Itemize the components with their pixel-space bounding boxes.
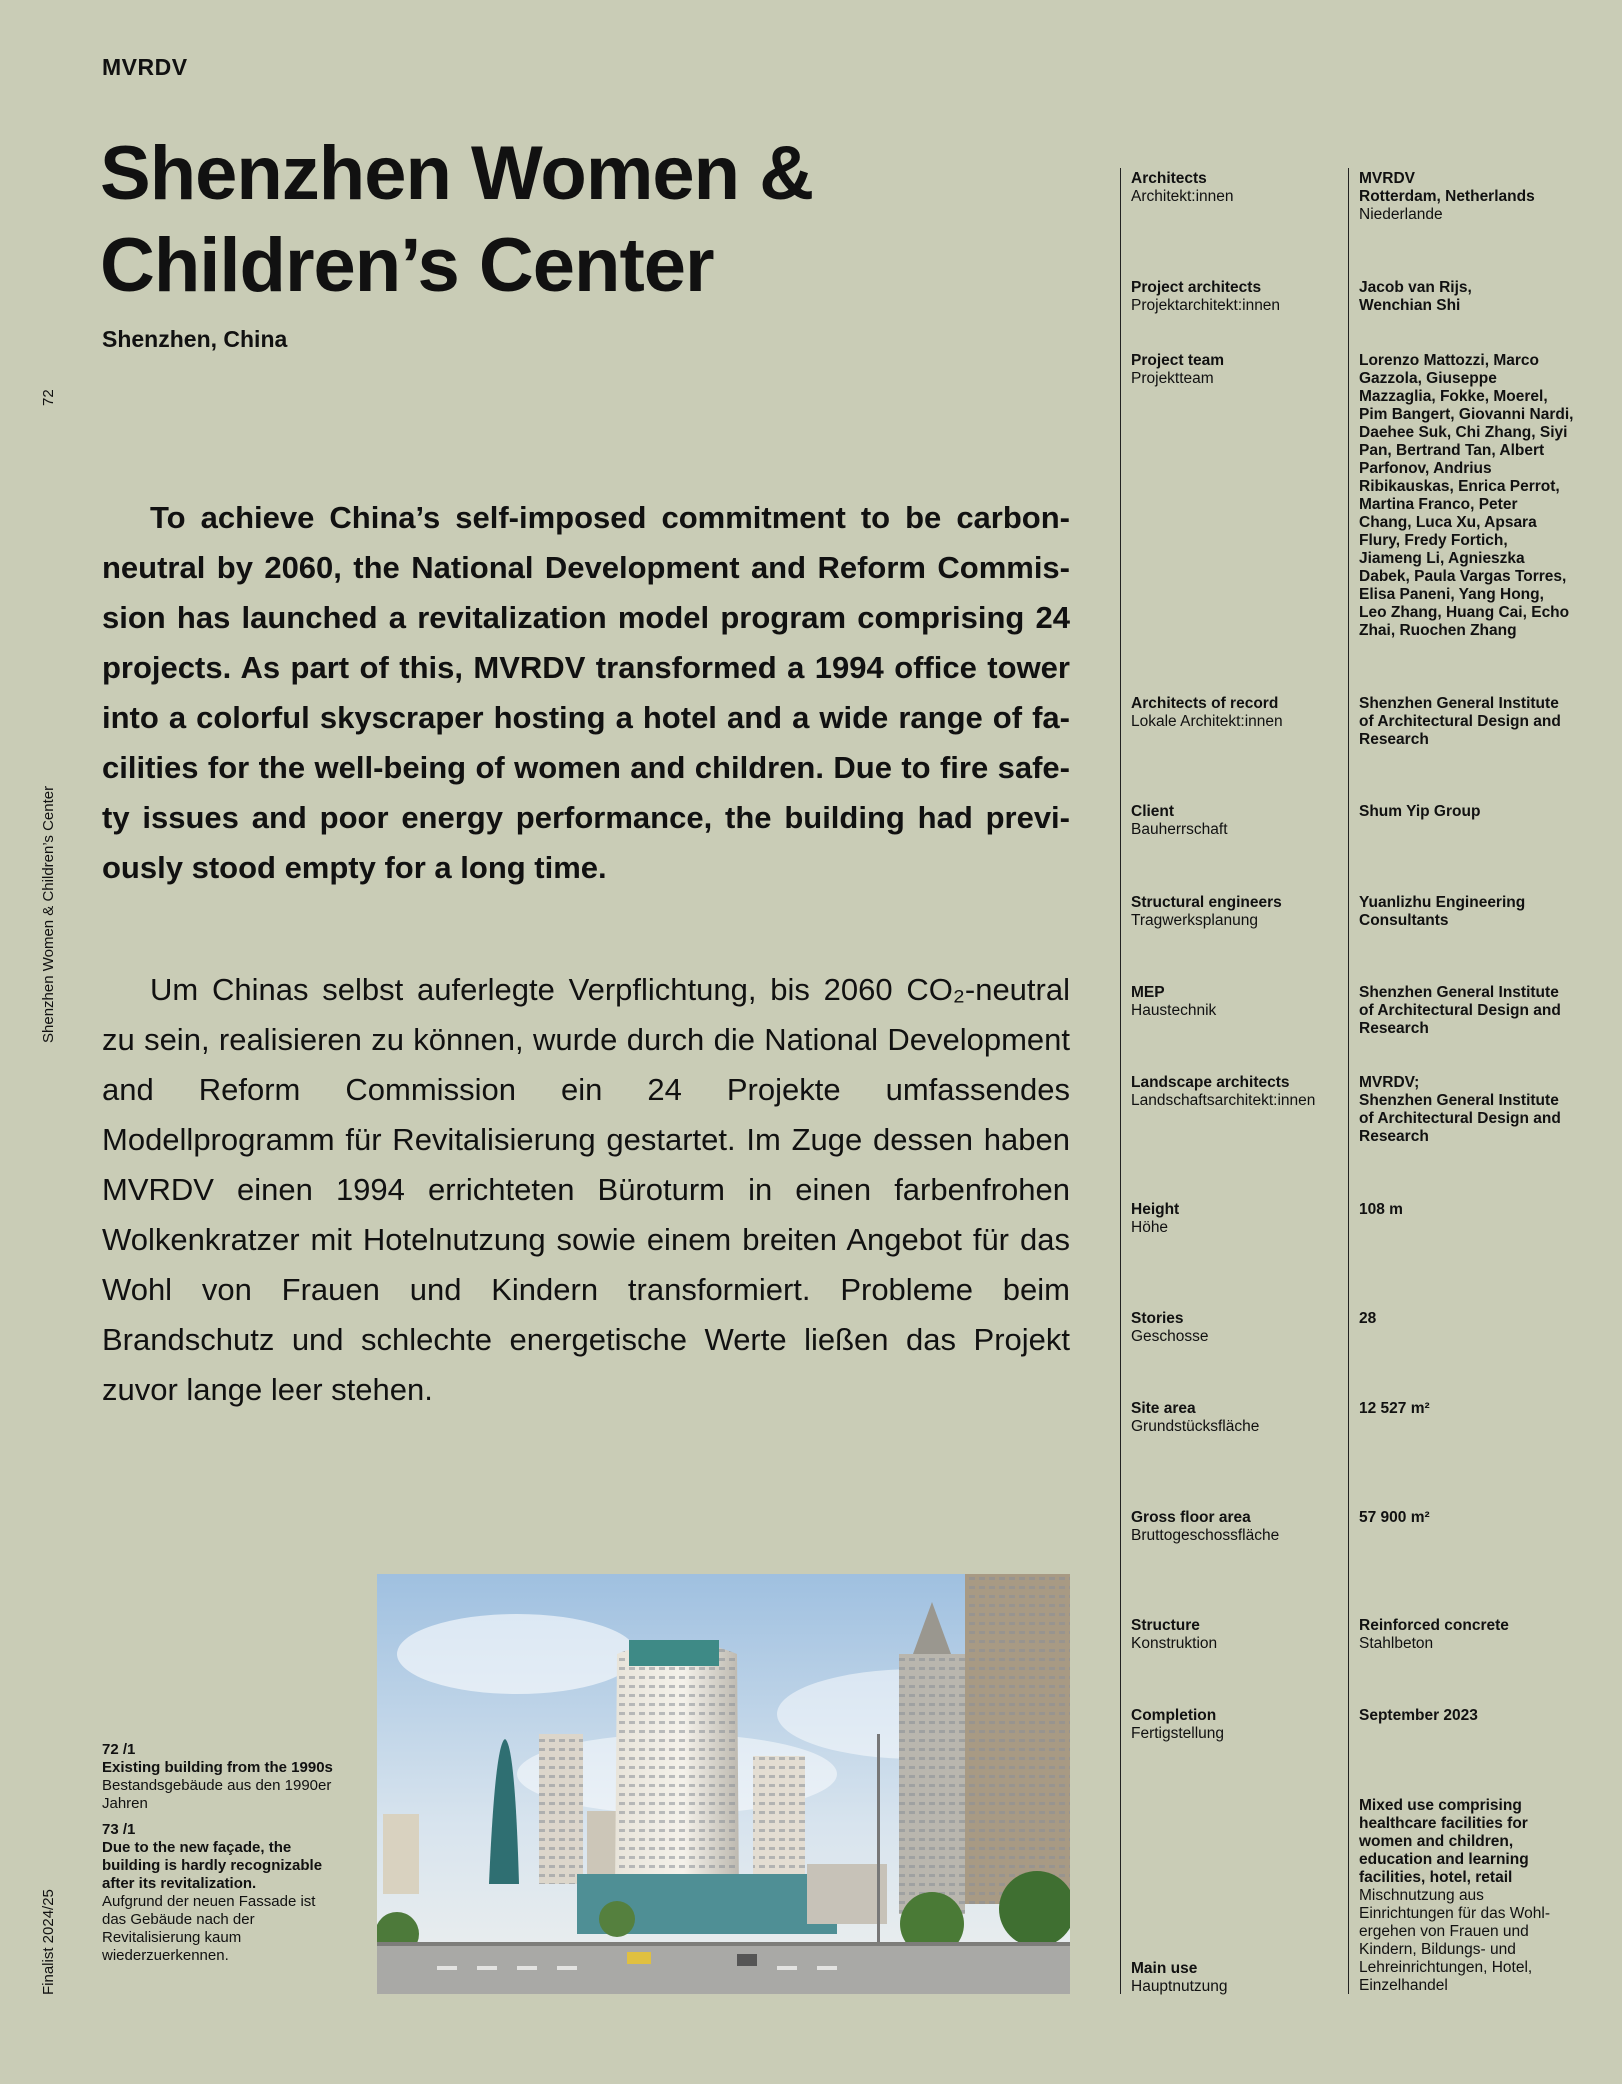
fact-label-en: Structural engineers	[1131, 894, 1282, 911]
column-divider-left	[1120, 168, 1121, 1994]
column-divider-right	[1348, 168, 1349, 1994]
fact-label-en: Structure	[1131, 1617, 1200, 1634]
fact-label-en: Height	[1131, 1201, 1180, 1218]
fact-label-en: Landscape architects	[1131, 1074, 1290, 1091]
fact-label-de: Geschosse	[1131, 1328, 1209, 1345]
fact-value-en: MVRDV Rotterdam, Netherlands	[1359, 170, 1535, 205]
page-number: 72	[40, 389, 57, 406]
title-line-1: Shenzhen Women &	[100, 131, 814, 216]
fact-value-en: Yuanlizhu Engineering Consultants	[1359, 894, 1526, 929]
fact-value-en: Shenzhen General Institute of Architectural Design and Research	[1359, 695, 1561, 748]
fact-label-en: Architects of record	[1131, 695, 1279, 712]
fact-label-de: Projektteam	[1131, 370, 1214, 387]
fact-label-en: Architects	[1131, 170, 1207, 187]
fact-label-en: Project team	[1131, 352, 1225, 369]
page-title	[100, 128, 1100, 312]
image-captions	[102, 1741, 342, 1973]
fact-value-en: Lorenzo Mattozzi, Marco Gazzola, Giuseppe Mazzaglia, Fokke, Moerel, Pim Bangert, Giovanni Nardi, Daehee Suk, Chi Zhang, Siyi Pan, Bertrand Tan, Albert Parfonov, Andrius Ribikauskas, Enrica Perrot, Martina Franco, Peter Chang, Luca Xu, Apsara Flury, Fredy Fortich, Jiameng Li, Agnieszka Dabek, Paula Vargas Torres, Elisa Paneni, Yang Hong, Leo Zhang, Huang Cai, Echo Zhai, Ruochen Zhang	[1359, 352, 1574, 639]
caption-german: Aufgrund der neuen Fassade ist das Gebäude nach der Revitalisierung kaum wiederzuerkennen.	[102, 1893, 316, 1964]
fact-value-en: MVRDV; Shenzhen General Institute of Architectural Design and Research	[1359, 1074, 1561, 1145]
caption-number: 72 /1	[102, 1741, 136, 1758]
fact-value-en: September 2023	[1359, 1707, 1478, 1724]
fact-value-en: Reinforced concrete	[1359, 1617, 1509, 1634]
caption-number: 73 /1	[102, 1821, 136, 1838]
fact-label-de: Tragwerksplanung	[1131, 912, 1258, 929]
intro-text-german: Um Chinas selbst auferlegte Verpflichtung, bis 2060 CO₂-neutral zu sein, realisieren zu können, wurde durch die National Development and Reform Commission ein 24 Projekte umfassendes Modellprogramm für Revitalisierung gestartet. Im Zuge dessen haben MVRDV einen 1994 errichteten Büroturm in einen farbenfrohen Wolkenkratzer mit Hotelnutzung sowie einem breiten Angebot für das Wohl von Frauen und Kindern transformiert. Probleme beim Brandschutz und schlechte energetische Werte ließen das Projekt zuvor lange leer stehen.	[102, 972, 1070, 1407]
fact-label-en: Client	[1131, 803, 1175, 820]
fact-value-en: Jacob van Rijs, Wenchian Shi	[1359, 279, 1472, 314]
fact-label-de: Architekt:innen	[1131, 188, 1234, 205]
fact-label-de: Hauptnutzung	[1131, 1978, 1228, 1995]
fact-label-de: Höhe	[1131, 1219, 1169, 1236]
fact-value-en: 108 m	[1359, 1201, 1403, 1218]
fact-label-de: Bauherrschaft	[1131, 821, 1228, 838]
fact-value-en: Shum Yip Group	[1359, 803, 1481, 820]
studio-name: MVRDV	[102, 54, 188, 80]
fact-value-de: Stahlbeton	[1359, 1635, 1434, 1652]
building-photo	[377, 1574, 1070, 1994]
fact-label-en: Main use	[1131, 1960, 1198, 1977]
fact-value-en: Mixed use comprising healthcare facilities for women and children, education and learning facilities, hotel, retail	[1359, 1797, 1529, 1886]
fact-label-en: Site area	[1131, 1400, 1196, 1417]
fact-label-de: Grundstücksfläche	[1131, 1418, 1260, 1435]
fact-label-en: MEP	[1131, 984, 1165, 1001]
fact-label-de: Projektarchitekt:innen	[1131, 297, 1281, 314]
fact-label-de: Fertigstellung	[1131, 1725, 1225, 1742]
fact-label-en: Completion	[1131, 1707, 1217, 1724]
title-line-2: Children’s Center	[100, 223, 714, 308]
fact-label-de: Bruttogeschossfläche	[1131, 1527, 1280, 1544]
fact-value-en: 12 527 m²	[1359, 1400, 1430, 1417]
fact-value-de: Niederlande	[1359, 206, 1443, 223]
fact-value-en: 28	[1359, 1310, 1377, 1327]
fact-label-de: Lokale Architekt:innen	[1131, 713, 1283, 730]
fact-row-main-use	[1131, 1797, 1571, 1997]
intro-text-english: To achieve China’s self-imposed commitment to be carbon-neutral by 2060, the National Development and Reform Commission has launched a revitalization model program comprising 24 projects. As part of this, MVRDV transformed a 1994 office tower into a colorful skyscraper hosting a hotel and a wide range of facilities for the well-being of women and children. Due to fire safety issues and poor energy performance, the building had previously stood empty for a long time.	[102, 500, 1070, 885]
fact-value-de: Mischnutzung aus Einrichtungen für das Wohlergehen von Frauen und Kindern, Bildungs- und Lehreinrichtungen, Hotel, Einzelhandel	[1359, 1887, 1550, 1994]
fact-label-en: Stories	[1131, 1310, 1184, 1327]
fact-label-de: Konstruktion	[1131, 1635, 1218, 1652]
fact-value-en: Shenzhen General Institute of Architectural Design and Research	[1359, 984, 1561, 1037]
fact-value-en: 57 900 m²	[1359, 1509, 1430, 1526]
caption-english: Existing building from the 1990s	[102, 1759, 333, 1776]
finalist-label: Finalist 2024/25	[40, 1889, 57, 1995]
running-title: Shenzhen Women & Children’s Center	[40, 785, 57, 1043]
fact-label-en: Project architects	[1131, 279, 1262, 296]
caption-2	[102, 1821, 342, 1965]
fact-label-de: Haustechnik	[1131, 1002, 1217, 1019]
fact-label-en: Gross floor area	[1131, 1509, 1251, 1526]
fact-label-de: Landschaftsarchitekt:innen	[1131, 1092, 1316, 1109]
project-location: Shenzhen, China	[102, 326, 288, 352]
caption-english: Due to the new façade, the building is hardly recognizable after its revitalization.	[102, 1839, 323, 1892]
caption-german: Bestandsgebäude aus den 1990er Jahren	[102, 1777, 332, 1812]
caption-1	[102, 1741, 342, 1813]
